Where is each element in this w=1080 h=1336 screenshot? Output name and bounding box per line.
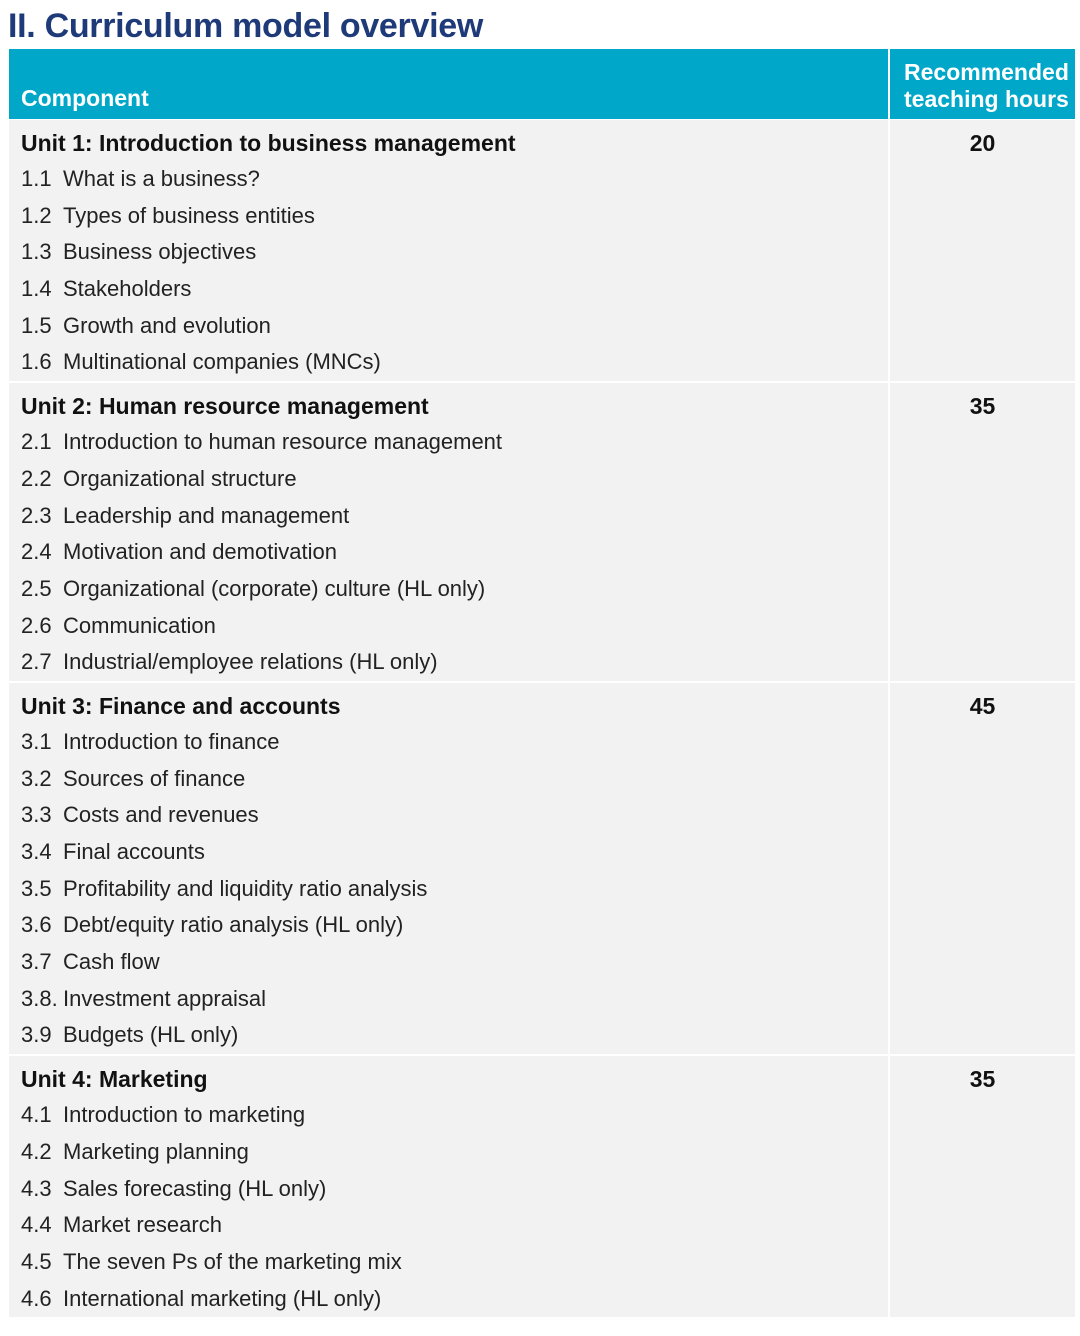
page-title: II. Curriculum model overview [8,7,483,45]
unit-component-cell [9,1056,888,1317]
table-row [9,683,1075,1054]
topic-list [21,421,888,681]
list-item [21,1281,888,1318]
topic-label: Multinational companies (MNCs) [63,349,381,375]
topic-number: 3.5 [21,875,52,901]
header-hours [890,49,1075,119]
topic-label: Leadership and management [63,502,350,528]
curriculum-table [9,49,1075,1317]
topic-number: 4.2 [21,1138,52,1164]
topic-label: Sales forecasting (HL only) [63,1175,327,1201]
table-body [9,120,1075,1317]
table-row [9,1056,1075,1317]
unit-title: Unit 2: Human resource management [21,393,429,420]
topic-label: Types of business entities [63,202,315,228]
unit-hours: 20 [890,120,1075,381]
topic-label: Introduction to human resource management [63,429,503,455]
list-item [21,498,888,535]
header-component-label: Component [21,85,149,111]
list-item [21,907,888,944]
topic-label: Final accounts [63,839,205,864]
topic-number: 2.1 [21,429,52,455]
unit-title: Unit 3: Finance and accounts [21,692,341,719]
header-component [9,49,888,119]
topic-label: Industrial/employee relations (HL only) [63,649,438,675]
topic-number: 3.2 [21,765,52,791]
list-item [21,1017,888,1054]
list-item [21,234,888,271]
list-item [21,834,888,871]
topic-number: 3.3 [21,802,52,828]
topic-label: Business objectives [63,239,257,265]
list-item [21,461,888,498]
topic-number: 1.3 [21,239,52,265]
topic-label: The seven Ps of the marketing mix [63,1248,402,1274]
topic-list [21,721,888,1054]
topic-number: 2.2 [21,465,52,491]
list-item [21,1171,888,1208]
topic-number: 1.2 [21,202,52,228]
topic-list [21,1094,888,1317]
topic-label: Market research [63,1212,222,1238]
topic-number: 1.4 [21,276,52,302]
list-item [21,161,888,198]
topic-label: Organizational structure [63,465,297,491]
unit-title: Unit 1: Introduction to business management [21,130,516,156]
list-item [21,198,888,235]
topic-number: 4.1 [21,1102,52,1128]
topic-label: Cash flow [63,949,160,975]
topic-label: What is a business? [63,166,260,191]
topic-label: Debt/equity ratio analysis (HL only) [63,912,404,938]
topic-number: 3.1 [21,728,52,754]
topic-label: Sources of finance [63,765,246,791]
header-hours-line2: teaching hours [904,86,1069,112]
topic-list [21,158,888,381]
unit-component-cell [9,383,888,681]
topic-label: Profitability and liquidity ratio analysis [63,875,428,901]
topic-label: Introduction to marketing [63,1102,306,1128]
topic-number: 2.7 [21,649,52,675]
list-item [21,344,888,381]
topic-number: 2.6 [21,612,52,638]
topic-number: 4.6 [21,1285,52,1311]
list-item [21,308,888,345]
topic-number: 3.6 [21,912,52,938]
topic-number: 2.5 [21,575,52,601]
topic-number: 3.7 [21,949,52,975]
list-item [21,644,888,681]
list-item [21,1134,888,1171]
topic-number: 3.9 [21,1022,52,1048]
topic-number: 4.3 [21,1175,52,1201]
topic-label: Investment appraisal [63,985,266,1011]
table-row [9,120,1075,381]
topic-label: Communication [63,612,216,638]
topic-label: Organizational (corporate) culture (HL only) [63,575,486,601]
topic-label: International marketing (HL only) [63,1285,382,1311]
topic-number: 4.4 [21,1212,52,1238]
topic-label: Motivation and demotivation [63,539,337,565]
list-item [21,944,888,981]
list-item [21,797,888,834]
topic-number: 4.5 [21,1248,52,1274]
list-item [21,981,888,1018]
topic-label: Stakeholders [63,276,192,302]
list-item [21,1244,888,1281]
topic-number: 3.4 [21,839,52,864]
list-item [21,1097,888,1134]
topic-label: Costs and revenues [63,802,259,828]
unit-hours: 35 [890,383,1075,681]
topic-label: Marketing planning [63,1138,249,1164]
table-header-row [9,49,1075,119]
list-item [21,871,888,908]
topic-number: 2.4 [21,539,52,565]
topic-label: Growth and evolution [63,312,271,338]
list-item [21,724,888,761]
topic-label: Introduction to finance [63,728,280,754]
list-item [21,761,888,798]
unit-hours: 35 [890,1056,1075,1317]
header-hours-line1: Recommended [904,59,1069,85]
list-item [21,424,888,461]
topic-number: 3.8. [21,985,58,1011]
topic-label: Budgets (HL only) [63,1022,239,1048]
unit-hours: 45 [890,683,1075,1054]
topic-number: 2.3 [21,502,52,528]
list-item [21,271,888,308]
topic-number: 1.1 [21,166,52,191]
unit-component-cell [9,683,888,1054]
list-item [21,571,888,608]
topic-number: 1.5 [21,312,52,338]
list-item [21,608,888,645]
list-item [21,534,888,571]
table-row [9,383,1075,681]
unit-component-cell [9,120,888,381]
list-item [21,1207,888,1244]
unit-title: Unit 4: Marketing [21,1066,208,1093]
topic-number: 1.6 [21,349,52,375]
